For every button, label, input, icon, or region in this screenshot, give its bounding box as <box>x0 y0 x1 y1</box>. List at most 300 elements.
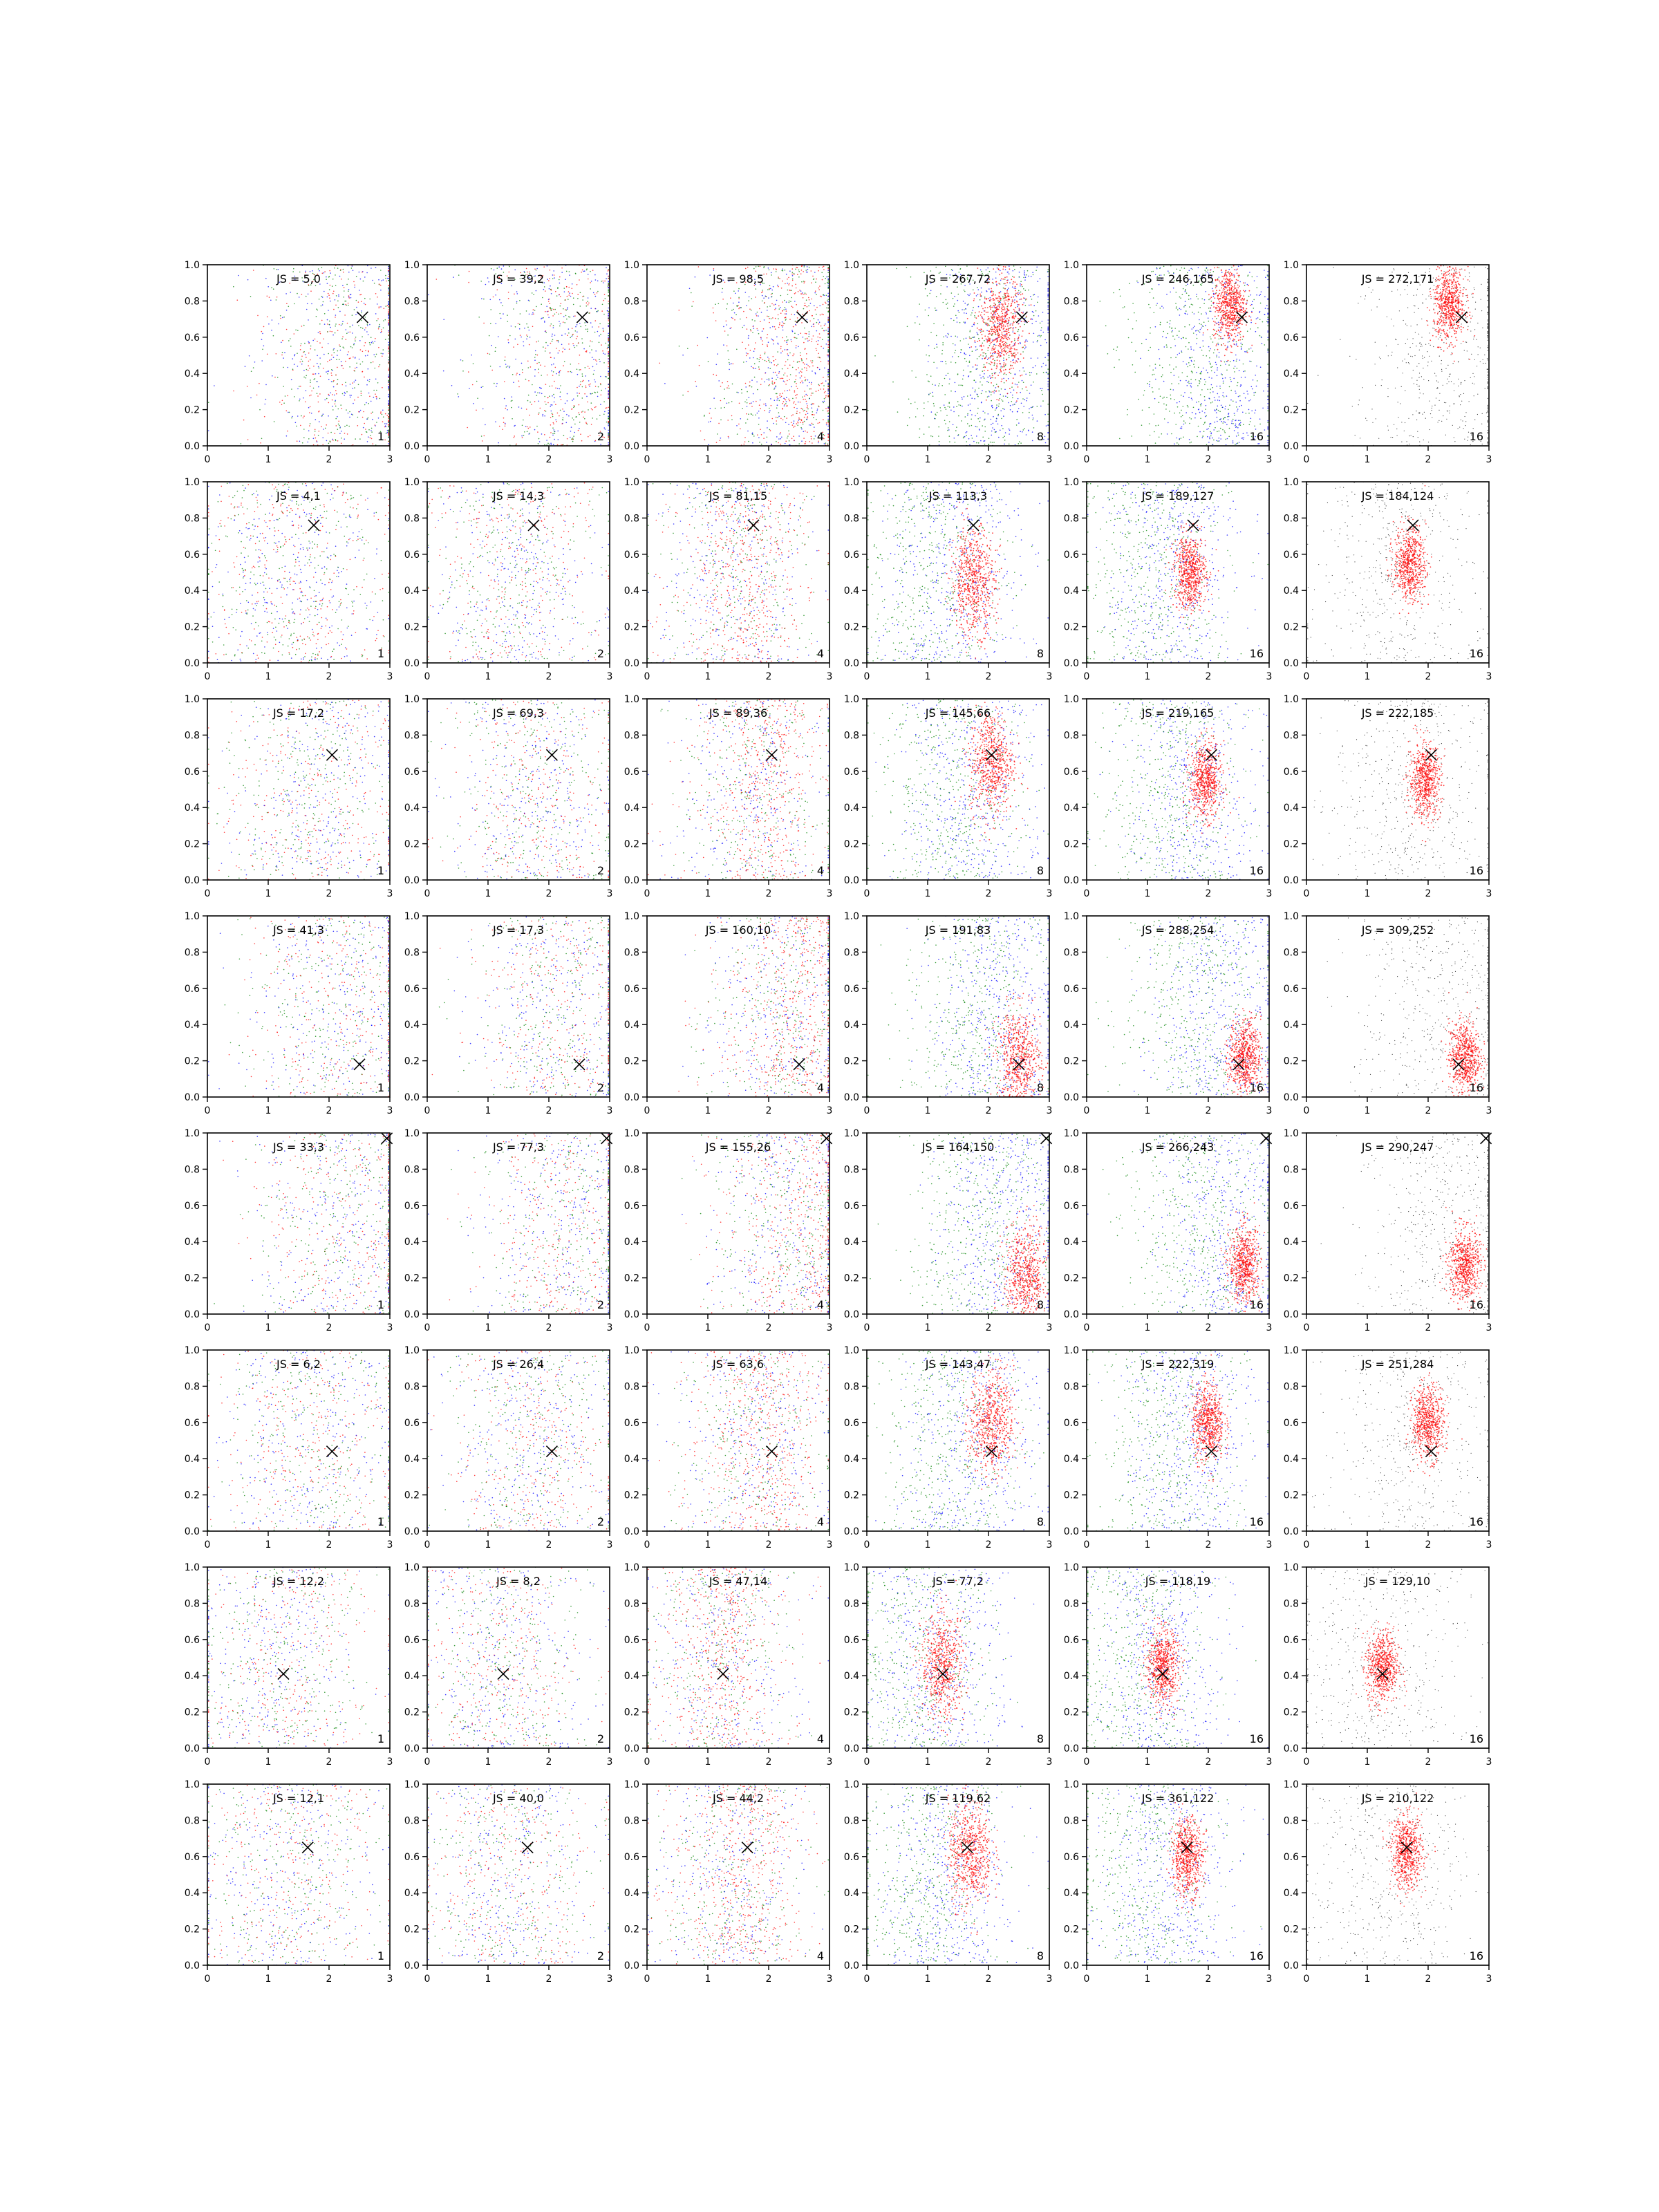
scatter-point <box>366 272 368 274</box>
scatter-point <box>790 374 791 375</box>
scatter-point <box>804 421 805 422</box>
scatter-point <box>780 444 782 445</box>
scatter-point <box>319 324 321 325</box>
scatter-point <box>1012 382 1013 384</box>
scatter-point <box>827 384 829 386</box>
scatter-point <box>801 372 803 373</box>
scatter-point <box>687 348 688 349</box>
scatter-point <box>978 306 980 308</box>
scatter-point <box>1002 297 1004 298</box>
scatter-point <box>519 374 521 375</box>
scatter-point <box>820 315 821 316</box>
scatter-point <box>747 406 748 407</box>
scatter-point <box>319 411 320 412</box>
scatter-point <box>745 268 747 270</box>
scatter-point <box>1190 379 1192 380</box>
scatter-point <box>995 348 996 349</box>
scatter-point <box>940 361 941 362</box>
scatter-point <box>814 318 815 319</box>
scatter-point <box>552 404 553 406</box>
scatter-point <box>1013 322 1015 324</box>
scatter-point <box>1028 276 1029 277</box>
scatter-point <box>327 362 328 363</box>
scatter-point <box>827 278 829 279</box>
scatter-point <box>303 352 304 353</box>
scatter-point <box>606 422 608 423</box>
scatter-point <box>1032 440 1033 442</box>
scatter-point <box>352 325 353 326</box>
scatter-point <box>820 296 821 297</box>
scatter-point <box>806 353 807 355</box>
scatter-point <box>1016 296 1018 297</box>
scatter-point <box>771 405 772 406</box>
scatter-point <box>1239 400 1241 402</box>
scatter-point <box>961 349 962 350</box>
scatter-point <box>549 395 550 397</box>
scatter-point <box>330 393 332 394</box>
scatter-point <box>955 350 957 351</box>
scatter-point <box>344 426 346 427</box>
scatter-point <box>583 380 584 382</box>
scatter-point <box>556 348 557 349</box>
scatter-point <box>354 400 355 401</box>
scatter-point <box>987 377 988 378</box>
scatter-point <box>1009 268 1011 270</box>
scatter-point <box>594 392 596 393</box>
scatter-point <box>812 362 813 364</box>
scatter-point <box>777 417 778 418</box>
scatter-point <box>974 322 975 324</box>
scatter-point <box>532 312 534 314</box>
scatter-point <box>1024 428 1025 429</box>
scatter-point <box>1004 318 1006 319</box>
scatter-point <box>733 303 734 304</box>
scatter-point <box>379 364 381 366</box>
scatter-point <box>1004 302 1006 303</box>
scatter-point <box>795 269 796 270</box>
scatter-point <box>582 381 583 382</box>
scatter-point <box>945 361 946 362</box>
scatter-point <box>813 403 814 404</box>
scatter-point <box>1015 384 1016 385</box>
scatter-point <box>520 313 521 315</box>
scatter-point <box>428 294 429 296</box>
scatter-point <box>339 276 341 277</box>
scatter-point <box>727 381 729 382</box>
scatter-point <box>293 268 294 270</box>
scatter-point <box>948 406 949 407</box>
scatter-point <box>572 438 574 439</box>
scatter-point <box>505 408 507 409</box>
scatter-point <box>805 292 806 294</box>
scatter-point <box>345 393 346 394</box>
scatter-point <box>988 444 990 445</box>
scatter-point <box>375 356 376 357</box>
scatter-point <box>348 332 349 333</box>
scatter-point <box>995 277 997 279</box>
scatter-point <box>957 310 959 312</box>
scatter-point <box>1004 347 1006 348</box>
scatter-point <box>988 382 989 383</box>
scatter-point <box>1245 397 1246 399</box>
scatter-point <box>785 283 786 285</box>
scatter-point <box>305 354 306 355</box>
scatter-point <box>1003 338 1004 339</box>
scatter-point <box>999 355 1000 356</box>
scatter-point <box>604 427 606 429</box>
scatter-point <box>314 434 315 435</box>
scatter-point <box>783 401 785 402</box>
scatter-point <box>998 309 1000 310</box>
scatter-point <box>804 266 805 268</box>
scatter-point <box>319 393 321 395</box>
scatter-point <box>928 361 929 362</box>
scatter-point <box>552 308 553 310</box>
scatter-point <box>1002 303 1004 305</box>
scatter-point <box>814 431 815 432</box>
scatter-point <box>528 433 529 435</box>
scatter-point <box>1244 285 1246 286</box>
scatter-point <box>1004 440 1006 441</box>
y-tick-label: 0.8 <box>404 296 420 307</box>
scatter-point <box>1000 317 1001 319</box>
scatter-point <box>789 440 790 442</box>
scatter-point <box>769 362 771 363</box>
scatter-point <box>1047 386 1049 387</box>
scatter-point <box>1046 342 1047 344</box>
scatter-point <box>827 344 829 346</box>
scatter-point <box>1024 318 1026 319</box>
scatter-point <box>1150 307 1151 308</box>
scatter-point <box>578 430 579 431</box>
scatter-point <box>785 400 787 401</box>
scatter-point <box>571 427 572 428</box>
scatter-point <box>388 303 389 304</box>
scatter-point <box>1211 301 1212 302</box>
scatter-point <box>994 390 995 391</box>
scatter-point <box>974 398 975 400</box>
scatter-point <box>591 402 592 404</box>
scatter-point <box>1047 295 1049 297</box>
scatter-point <box>317 310 319 311</box>
scatter-point <box>1047 421 1049 422</box>
scatter-point <box>991 288 992 290</box>
scatter-point <box>1254 281 1255 282</box>
scatter-point <box>592 326 593 328</box>
scatter-point <box>387 415 388 416</box>
scatter-point <box>749 382 751 383</box>
scatter-point <box>1132 364 1134 366</box>
scatter-point <box>1201 350 1203 351</box>
scatter-point <box>751 330 752 332</box>
scatter-point <box>320 364 321 365</box>
scatter-point <box>323 339 324 340</box>
scatter-point <box>798 270 800 271</box>
scatter-point <box>746 305 747 306</box>
scatter-point <box>308 361 310 362</box>
scatter-point <box>982 355 984 357</box>
scatter-point <box>267 296 268 297</box>
scatter-point <box>569 348 570 350</box>
scatter-point <box>388 420 389 421</box>
scatter-point <box>827 333 829 335</box>
scatter-point <box>332 400 333 401</box>
scatter-point <box>778 415 780 417</box>
scatter-point <box>354 287 355 288</box>
scatter-point <box>341 279 342 280</box>
scatter-point <box>827 282 829 283</box>
scatter-point <box>551 310 552 311</box>
scatter-point <box>1024 399 1026 400</box>
scatter-point <box>245 366 246 367</box>
scatter-point <box>494 270 495 271</box>
scatter-point <box>360 327 362 328</box>
scatter-point <box>1259 312 1260 314</box>
scatter-point <box>786 313 787 315</box>
scatter-point <box>809 424 810 426</box>
scatter-point <box>290 346 292 347</box>
scatter-point <box>590 353 591 354</box>
scatter-point <box>715 320 717 321</box>
scatter-point <box>563 435 565 436</box>
scatter-point <box>509 367 510 368</box>
scatter-point <box>827 355 828 356</box>
scatter-point <box>977 418 979 420</box>
scatter-point <box>608 326 609 328</box>
scatter-point <box>744 437 746 438</box>
scatter-point <box>812 360 814 362</box>
scatter-point <box>549 299 550 300</box>
scatter-point <box>971 346 972 348</box>
scatter-point <box>362 336 363 337</box>
scatter-point <box>592 270 594 271</box>
scatter-point <box>1047 389 1049 391</box>
scatter-point <box>793 427 794 428</box>
scatter-point <box>1014 299 1015 301</box>
scatter-point <box>958 434 959 435</box>
scatter-point <box>267 317 268 318</box>
panel-0-3 <box>844 260 1053 465</box>
scatter-point <box>1012 411 1013 413</box>
scatter-point <box>608 362 609 363</box>
scatter-point <box>992 353 993 355</box>
scatter-point <box>587 402 588 403</box>
scatter-point <box>243 420 245 421</box>
scatter-point <box>370 435 371 436</box>
scatter-point <box>517 293 518 294</box>
scatter-point <box>760 400 761 401</box>
scatter-point <box>522 372 523 373</box>
scatter-point <box>331 359 332 360</box>
scatter-point <box>1259 418 1261 420</box>
scatter-point <box>988 348 989 349</box>
scatter-point <box>713 268 715 270</box>
scatter-point <box>572 418 573 419</box>
scatter-point <box>734 312 735 314</box>
scatter-point <box>341 338 343 339</box>
scatter-point <box>328 415 329 417</box>
scatter-point <box>1005 293 1006 294</box>
scatter-point <box>369 299 371 300</box>
scatter-point <box>1006 290 1008 292</box>
scatter-point <box>1013 368 1014 369</box>
scatter-point <box>340 404 341 406</box>
scatter-point <box>329 324 330 326</box>
scatter-point <box>1230 379 1232 381</box>
scatter-point <box>594 274 596 276</box>
scatter-point <box>1203 321 1205 323</box>
scatter-point <box>962 379 964 380</box>
scatter-point <box>514 435 515 437</box>
scatter-point <box>823 402 825 404</box>
scatter-point <box>1002 315 1004 317</box>
scatter-point <box>1150 347 1151 348</box>
scatter-point <box>770 398 771 400</box>
scatter-point <box>388 324 389 325</box>
scatter-point <box>506 366 507 368</box>
scatter-point <box>505 426 506 427</box>
scatter-point <box>328 379 330 380</box>
scatter-point <box>783 323 785 324</box>
scatter-point <box>962 385 964 386</box>
scatter-point <box>967 395 968 397</box>
scatter-point <box>984 307 986 308</box>
scatter-point <box>997 297 999 299</box>
scatter-point <box>798 402 799 403</box>
scatter-point <box>728 385 729 386</box>
scatter-point <box>388 304 389 306</box>
scatter-point <box>926 374 928 375</box>
scatter-point <box>800 402 801 403</box>
scatter-point <box>944 420 946 421</box>
scatter-point <box>990 344 991 345</box>
scatter-point <box>1005 369 1006 371</box>
scatter-point <box>800 353 801 354</box>
scatter-point <box>348 272 350 273</box>
scatter-point <box>355 357 356 359</box>
scatter-point <box>962 399 963 400</box>
scatter-point <box>566 414 568 415</box>
scatter-point <box>815 435 816 437</box>
scatter-point <box>553 394 554 395</box>
scatter-point <box>364 329 366 330</box>
scatter-point <box>602 281 603 282</box>
scatter-point <box>932 392 933 393</box>
scatter-point <box>993 303 995 304</box>
scatter-point <box>1260 303 1262 304</box>
scatter-point <box>384 423 386 424</box>
scatter-point <box>930 393 931 394</box>
scatter-point <box>813 335 814 337</box>
y-tick-label: 1.0 <box>404 260 420 271</box>
scatter-point <box>1192 312 1193 313</box>
scatter-point <box>608 394 609 395</box>
scatter-point <box>1031 299 1033 300</box>
scatter-point <box>731 363 732 364</box>
scatter-point <box>756 315 758 317</box>
scatter-point <box>308 430 310 431</box>
scatter-point <box>572 439 574 440</box>
scatter-point <box>1006 359 1007 360</box>
scatter-point <box>789 302 790 303</box>
scatter-point <box>1002 335 1004 336</box>
scatter-point <box>927 295 928 297</box>
scatter-point <box>990 305 991 306</box>
scatter-point <box>959 312 960 313</box>
scatter-point <box>534 391 536 393</box>
scatter-point <box>1043 363 1044 364</box>
scatter-point <box>783 375 785 376</box>
scatter-point <box>571 438 572 440</box>
scatter-point <box>947 430 948 431</box>
scatter-point <box>807 395 808 396</box>
scatter-point <box>1006 276 1008 278</box>
scatter-point <box>1004 283 1006 285</box>
scatter-point <box>550 353 551 354</box>
scatter-point <box>490 309 491 310</box>
scatter-point <box>1014 344 1015 345</box>
scatter-point <box>792 279 794 280</box>
scatter-point <box>1000 341 1001 342</box>
scatter-point <box>792 355 794 357</box>
scatter-point <box>550 424 552 426</box>
scatter-point <box>318 373 319 375</box>
scatter-point <box>785 441 787 442</box>
scatter-point <box>608 373 609 374</box>
scatter-point <box>536 363 538 364</box>
scatter-point <box>996 281 997 283</box>
scatter-point <box>937 412 938 413</box>
scatter-point <box>1031 304 1032 306</box>
scatter-point <box>806 411 807 413</box>
scatter-point <box>749 397 750 398</box>
scatter-point <box>336 359 337 360</box>
scatter-point <box>1196 296 1197 297</box>
scatter-point <box>350 294 352 295</box>
scatter-point <box>344 315 346 316</box>
scatter-point <box>827 429 829 431</box>
scatter-point <box>796 304 797 306</box>
scatter-point <box>1189 357 1190 359</box>
scatter-point <box>794 314 796 315</box>
scatter-point <box>338 421 339 422</box>
scatter-point <box>966 338 967 339</box>
scatter-point <box>380 411 382 413</box>
scatter-point <box>326 398 328 400</box>
scatter-point <box>995 431 997 433</box>
scatter-point <box>785 319 787 321</box>
scatter-point <box>928 315 930 317</box>
scatter-point <box>827 339 829 341</box>
scatter-point <box>1036 373 1038 375</box>
scatter-point <box>1000 324 1002 326</box>
scatter-point <box>593 292 594 294</box>
scatter-point <box>388 332 389 334</box>
scatter-point <box>608 281 609 282</box>
scatter-point <box>375 424 376 426</box>
scatter-point <box>818 406 819 407</box>
scatter-point <box>990 328 991 330</box>
scatter-point <box>482 440 483 442</box>
scatter-point <box>343 346 344 348</box>
scatter-point <box>755 368 756 369</box>
scatter-point <box>547 402 549 404</box>
scatter-point <box>1007 326 1009 327</box>
scatter-point <box>550 437 551 438</box>
scatter-point <box>778 306 780 307</box>
scatter-point <box>1004 308 1006 309</box>
scatter-point <box>1015 444 1016 446</box>
